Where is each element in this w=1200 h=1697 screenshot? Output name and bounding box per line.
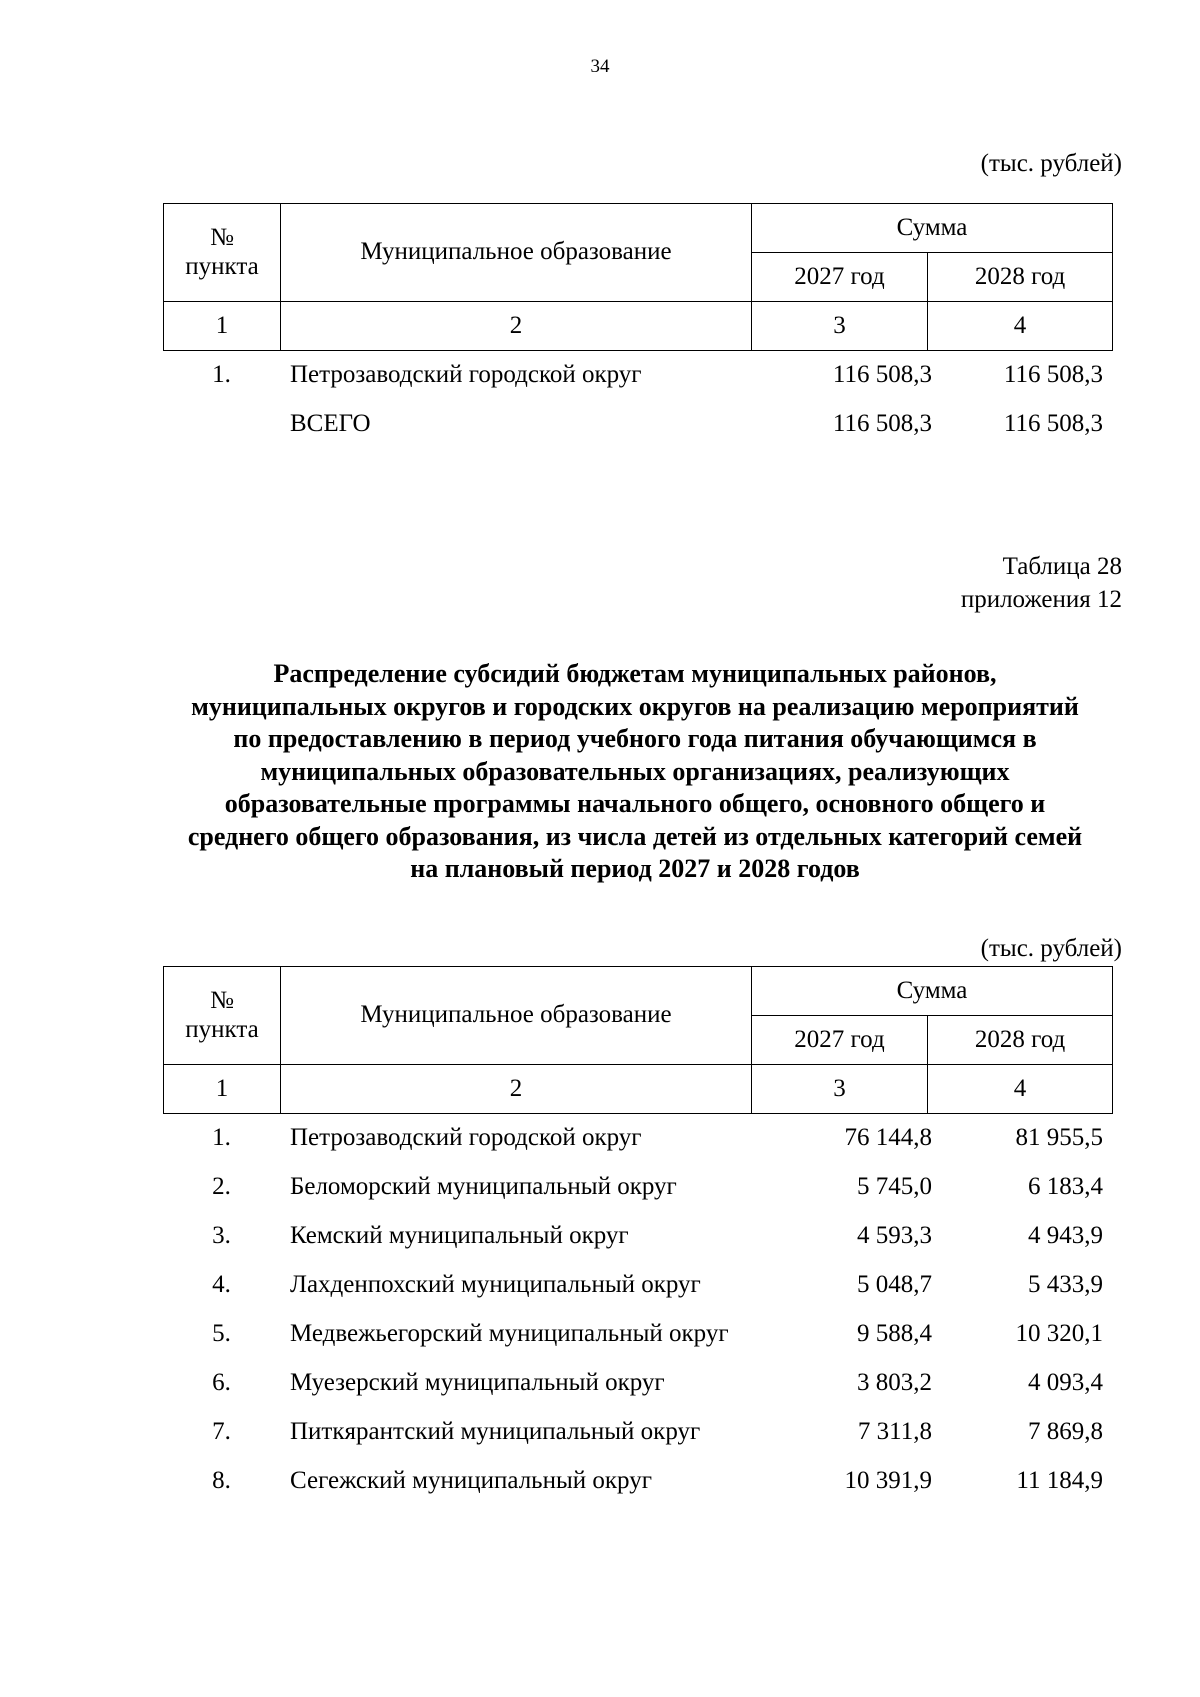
row-number: 3. <box>212 1222 231 1249</box>
amount-2028: 6 183,4 <box>1028 1173 1103 1200</box>
amount-2027: 5 048,7 <box>857 1271 932 1298</box>
table-label <box>961 550 1122 616</box>
header-year-2027: 2027 год <box>752 253 928 302</box>
header-sum: Сумма <box>752 204 1113 253</box>
amount-2027: 10 391,9 <box>844 1467 932 1494</box>
municipality-name: Петрозаводский городской округ <box>290 361 642 388</box>
row-number: 8. <box>212 1467 231 1494</box>
amount-2027: 5 745,0 <box>857 1173 932 1200</box>
table-row <box>163 1415 1112 1448</box>
amount-2028: 7 869,8 <box>1028 1418 1103 1445</box>
total-label: ВСЕГО <box>290 410 371 437</box>
column-number: 1 <box>164 1065 281 1114</box>
header-name: Муниципальное образование <box>281 204 752 302</box>
amount-2028: 4 093,4 <box>1028 1369 1103 1396</box>
table-row <box>163 1268 1112 1301</box>
municipality-name: Питкярантский муниципальный округ <box>290 1418 701 1445</box>
table-row <box>163 1464 1112 1497</box>
table-row <box>163 1219 1112 1252</box>
row-number: 4. <box>212 1271 231 1298</box>
appendix-label-line: приложения 12 <box>960 586 1122 613</box>
table-row <box>163 1317 1112 1350</box>
column-number: 3 <box>752 1065 928 1114</box>
units-label: (тыс. рублей) <box>980 150 1122 177</box>
amount-2027: 76 144,8 <box>844 1124 932 1151</box>
column-number: 4 <box>928 1065 1113 1114</box>
municipality-name: Беломорский муниципальный округ <box>290 1173 677 1200</box>
header-sum: Сумма <box>752 967 1113 1016</box>
page-number: 34 <box>590 56 610 77</box>
table-row <box>163 1366 1112 1399</box>
amount-2028: 116 508,3 <box>1003 361 1103 388</box>
amount-2028: 10 320,1 <box>1015 1320 1103 1347</box>
total-2028: 116 508,3 <box>1003 410 1103 437</box>
row-number: 7. <box>212 1418 231 1445</box>
municipality-name: Петрозаводский городской округ <box>290 1124 642 1151</box>
municipality-name: Лахденпохский муниципальный округ <box>290 1271 701 1298</box>
amount-2028: 4 943,9 <box>1028 1222 1103 1249</box>
column-number: 2 <box>281 302 752 351</box>
units-label: (тыс. рублей) <box>980 935 1122 962</box>
table-header <box>163 966 1113 1114</box>
amount-2028: 5 433,9 <box>1028 1271 1103 1298</box>
table-body <box>163 358 1112 456</box>
amount-2028: 81 955,5 <box>1015 1124 1103 1151</box>
table-title: Распределение субсидий бюджетам муниципальных районов, муниципальных округов и городских округов на реализацию мероприятий по предоставлению в период учебного года питания обучающимся в муниципальных образовательных организациях, реализующих образовательные программы начального общего, основного общего и среднего общего образования, из числа детей из отдельных категорий семей на плановый период 2027 и 2028 годов <box>187 659 1083 883</box>
header-year-2027: 2027 год <box>752 1016 928 1065</box>
table-row <box>163 358 1112 391</box>
amount-2028: 11 184,9 <box>1016 1467 1103 1494</box>
header-num: № пункта <box>164 204 281 302</box>
column-number: 1 <box>164 302 281 351</box>
header-name: Муниципальное образование <box>281 967 752 1065</box>
row-number: 1. <box>212 361 231 388</box>
row-number: 2. <box>212 1173 231 1200</box>
total-row <box>163 407 1112 440</box>
total-2027: 116 508,3 <box>832 410 932 437</box>
row-number <box>163 407 280 440</box>
row-number: 5. <box>212 1320 231 1347</box>
municipality-name: Муезерский муниципальный округ <box>290 1369 665 1396</box>
table-body <box>163 1121 1112 1513</box>
municipality-name: Медвежьегорский муниципальный округ <box>290 1320 729 1347</box>
row-number: 1. <box>212 1124 231 1151</box>
table-row <box>163 1170 1112 1203</box>
table-header <box>163 203 1113 351</box>
amount-2027: 9 588,4 <box>857 1320 932 1347</box>
header-num: № пункта <box>164 967 281 1065</box>
amount-2027: 116 508,3 <box>832 361 932 388</box>
municipality-name: Сегежский муниципальный округ <box>290 1467 652 1494</box>
header-year-2028: 2028 год <box>928 253 1113 302</box>
amount-2027: 3 803,2 <box>857 1369 932 1396</box>
table-label-line: Таблица 28 <box>1002 553 1122 580</box>
column-number: 3 <box>752 302 928 351</box>
amount-2027: 4 593,3 <box>857 1222 932 1249</box>
row-number: 6. <box>212 1369 231 1396</box>
column-number: 2 <box>281 1065 752 1114</box>
table-row <box>163 1121 1112 1154</box>
header-year-2028: 2028 год <box>928 1016 1113 1065</box>
column-number: 4 <box>928 302 1113 351</box>
municipality-name: Кемский муниципальный округ <box>290 1222 629 1249</box>
amount-2027: 7 311,8 <box>857 1418 932 1445</box>
